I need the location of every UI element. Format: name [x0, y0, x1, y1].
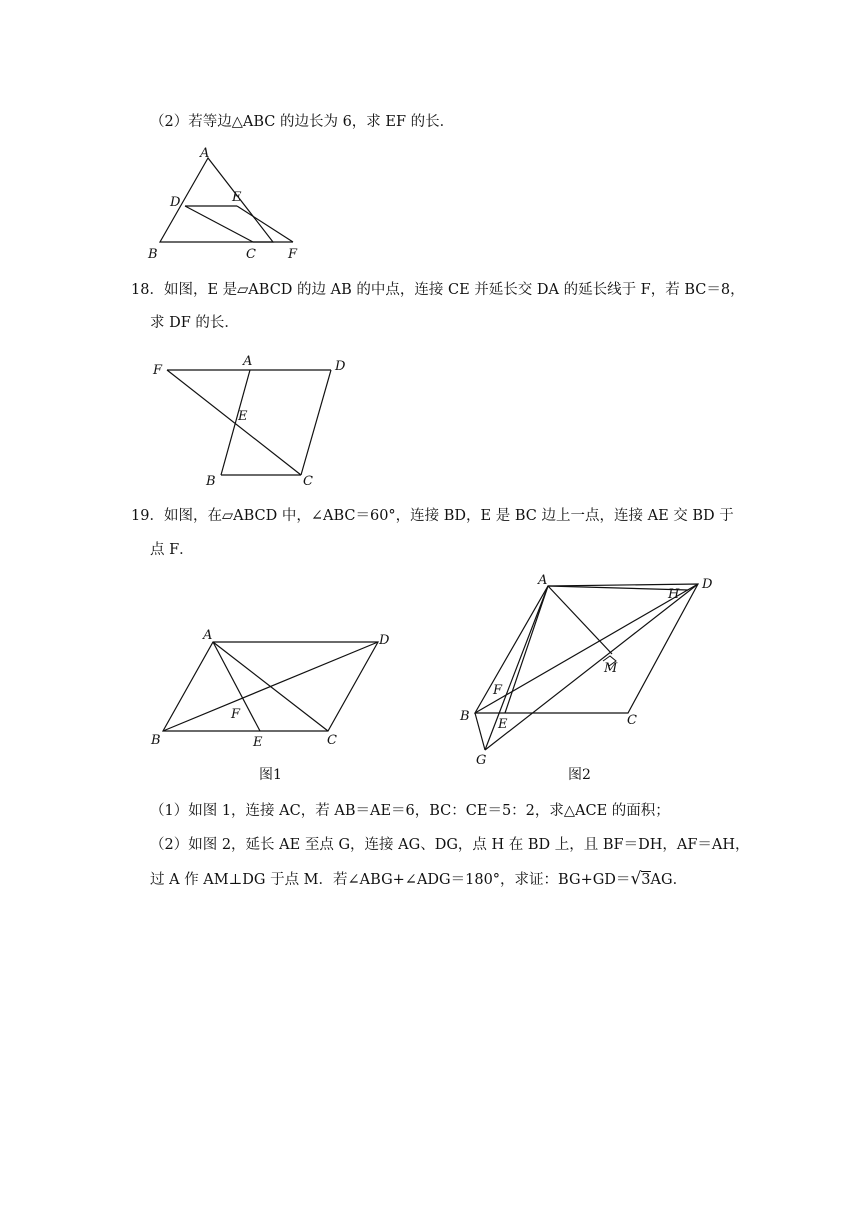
fig2-label-g: G	[476, 753, 487, 768]
q19-figure1	[145, 620, 405, 785]
q17-part2-text: （2）若等边△ABC 的边长为 6，求 EF 的长．	[150, 114, 455, 130]
fig1-label-a: A	[203, 628, 213, 643]
fig1-label-c: C	[327, 733, 337, 748]
q17-figure	[140, 140, 320, 265]
q18-label-c: C	[303, 474, 313, 489]
q19-part1-text: （1）如图 1，连接 AC，若 AB＝AE＝6，BC：CE＝5：2，求△ACE 的面积；	[150, 803, 670, 819]
q18-label-d: D	[335, 359, 346, 374]
fig1-label-f: F	[231, 707, 241, 722]
fig1-caption: 图1	[259, 767, 282, 783]
q17-label-a: A	[200, 146, 210, 161]
fig2-label-b: B	[460, 709, 470, 724]
q18-figure	[145, 350, 375, 490]
q19-text-line1: 19．如图，在▱ABCD 中，∠ABC＝60°，连接 BD，E 是 BC 边上一点，连接 AE 交 BD 于	[131, 508, 734, 524]
q19-part2-line1: （2）如图 2，延长 AE 至点 G，连接 AG、DG，点 H 在 BD 上，且 BF＝DH，AF＝AH，	[150, 837, 750, 853]
q18-label-b: B	[206, 474, 216, 489]
q19-part2-line2-pre: 过 A 作 AM⊥DG 于点 M．若∠ABG+∠ADG＝180°，求证：BG+GD＝	[150, 872, 631, 888]
q19-part2-line2	[150, 869, 687, 890]
q18-text-line1: 18．如图，E 是▱ABCD 的边 AB 的中点，连接 CE 并延长交 DA 的延长线于 F，若 BC＝8，	[131, 282, 745, 298]
fig1-label-b: B	[151, 733, 161, 748]
q18-label-a: A	[243, 354, 253, 369]
fig2-label-e: E	[498, 717, 508, 732]
sqrt-radicand: 3	[641, 872, 651, 888]
q19-part2-line2-post: AG．	[650, 872, 688, 888]
fig2-caption: 图2	[568, 767, 591, 783]
fig2-label-a: A	[538, 573, 548, 588]
q17-label-e: E	[232, 190, 242, 205]
fig1-label-d: D	[379, 633, 390, 648]
q18-label-f: F	[153, 363, 163, 378]
fig2-label-f: F	[493, 683, 503, 698]
q19-text-line2: 点 F．	[150, 542, 194, 558]
q18-text-line2: 求 DF 的长．	[150, 315, 239, 331]
fig1-label-e: E	[253, 735, 263, 750]
sqrt-symbol: √	[630, 869, 642, 889]
fig2-label-h: H	[668, 587, 680, 602]
fig2-label-m: M	[604, 661, 618, 676]
q18-label-e: E	[238, 409, 248, 424]
q17-label-d: D	[170, 195, 181, 210]
q19-figure2	[450, 570, 740, 785]
fig2-label-c: C	[627, 713, 637, 728]
q17-label-b: B	[148, 247, 158, 262]
q17-label-c: C	[246, 247, 256, 262]
q17-label-f: F	[288, 247, 298, 262]
fig2-label-d: D	[702, 577, 713, 592]
